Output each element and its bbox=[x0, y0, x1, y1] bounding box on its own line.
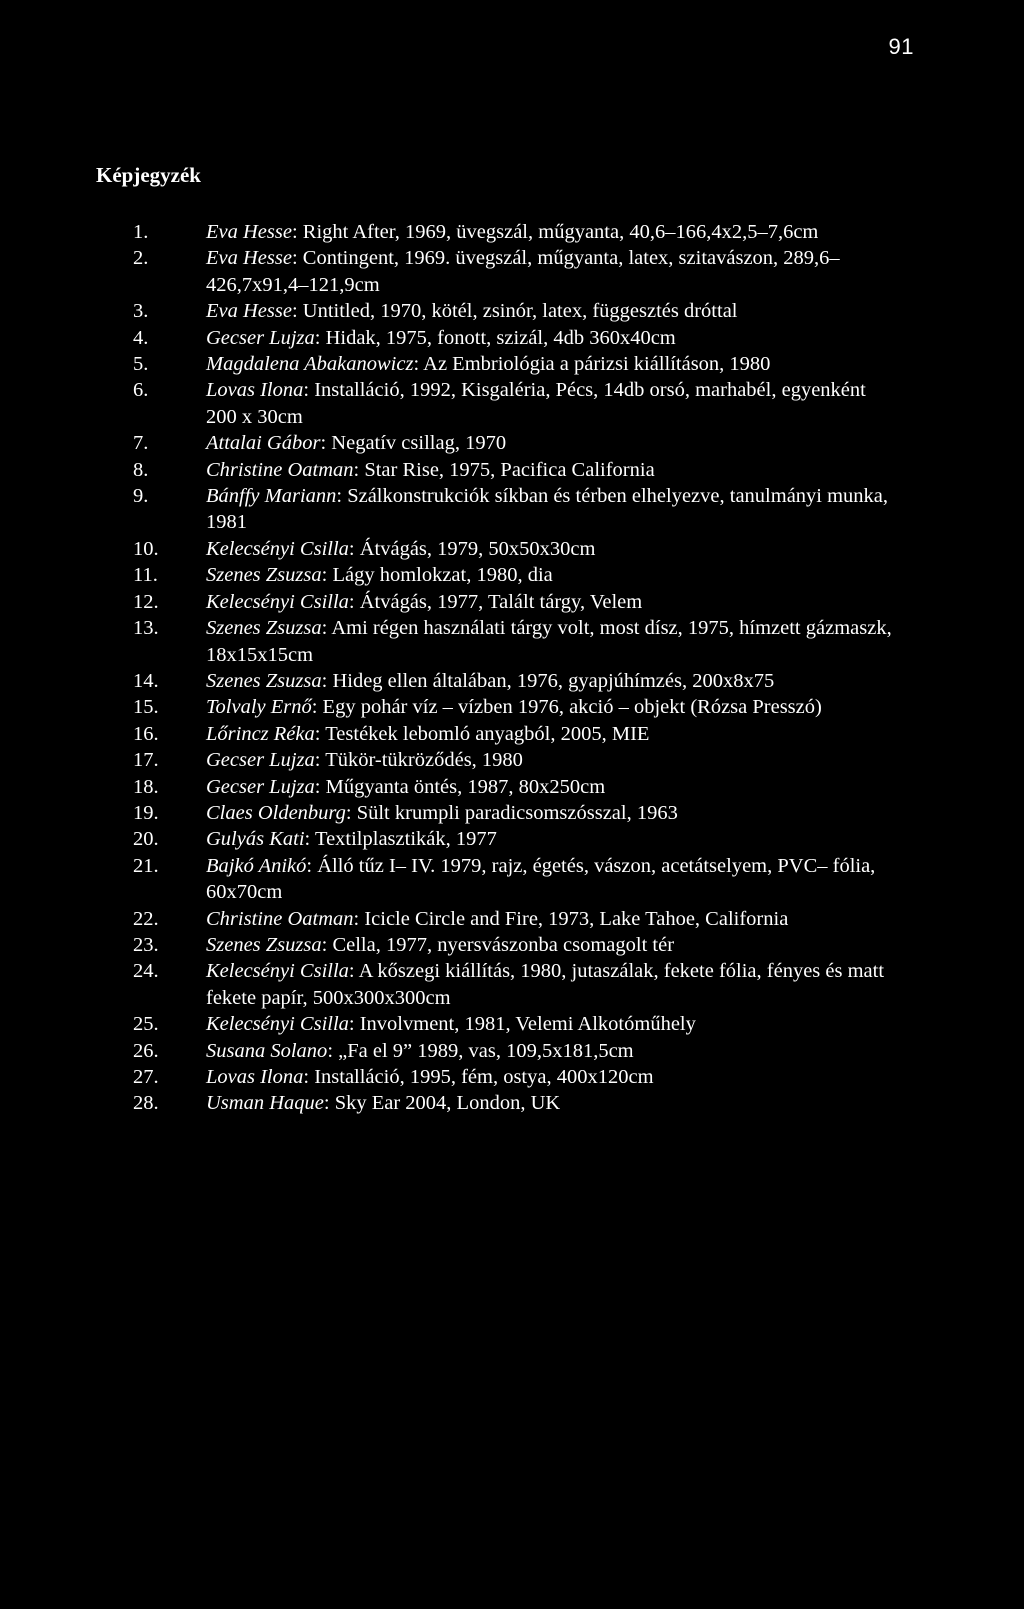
item-content bbox=[206, 774, 933, 800]
item-content bbox=[206, 826, 933, 852]
list-item bbox=[133, 219, 933, 245]
list-item bbox=[133, 721, 933, 747]
item-content bbox=[206, 800, 933, 826]
item-author: Eva Hesse bbox=[206, 300, 292, 323]
item-number: 17. bbox=[133, 749, 159, 772]
item-content bbox=[206, 958, 896, 1011]
list-item bbox=[133, 774, 933, 800]
item-number: 5. bbox=[133, 353, 149, 376]
item-author: Kelecsényi Csilla bbox=[206, 1013, 349, 1036]
item-number: 3. bbox=[133, 300, 149, 323]
item-author: Gecser Lujza bbox=[206, 775, 315, 798]
item-number: 15. bbox=[133, 696, 159, 719]
list-item bbox=[133, 430, 933, 456]
list-item bbox=[133, 1064, 933, 1090]
item-author: Christine Oatman bbox=[206, 458, 354, 481]
item-text: : „Fa el 9” 1989, vas, 109,5x181,5cm bbox=[327, 1039, 634, 1062]
item-number: 16. bbox=[133, 722, 159, 745]
item-text: : Szálkonstrukciók síkban és térben elhelyezve, tanulmányi munka, 1981 bbox=[206, 485, 889, 534]
item-content bbox=[206, 694, 896, 720]
item-author: Tolvaly Ernő bbox=[206, 696, 312, 719]
list-item bbox=[133, 457, 933, 483]
list-item bbox=[133, 245, 933, 298]
item-text: : Lágy homlokzat, 1980, dia bbox=[321, 564, 553, 587]
item-content bbox=[206, 1038, 933, 1064]
item-text: : Involvment, 1981, Velemi Alkotóműhely bbox=[348, 1013, 696, 1036]
item-author: Eva Hesse bbox=[206, 221, 292, 243]
item-number: 22. bbox=[133, 907, 159, 930]
item-content bbox=[206, 906, 933, 932]
item-content bbox=[206, 483, 896, 536]
item-text: : Installáció, 1992, Kisgaléria, Pécs, 14db orsó, marhabél, egyenként 200 x 30cm bbox=[206, 379, 866, 428]
item-text: : Hideg ellen általában, 1976, gyapjúhímzés, 200x8x75 bbox=[321, 669, 775, 692]
item-text: : Átvágás, 1977, Talált tárgy, Velem bbox=[348, 590, 643, 613]
page-number: 91 bbox=[888, 34, 914, 59]
item-number: 12. bbox=[133, 590, 159, 613]
item-content bbox=[206, 457, 933, 483]
item-number: 1. bbox=[133, 221, 149, 243]
item-content bbox=[206, 932, 933, 958]
item-number: 6. bbox=[133, 379, 149, 402]
item-number: 10. bbox=[133, 537, 159, 560]
item-content bbox=[206, 536, 933, 562]
list-item bbox=[133, 800, 933, 826]
item-content bbox=[206, 1011, 933, 1037]
page-title: Képjegyzék bbox=[96, 163, 201, 187]
item-number: 8. bbox=[133, 458, 149, 481]
item-number: 27. bbox=[133, 1066, 159, 1088]
item-text: : Ami régen használati tárgy volt, most dísz, 1975, hímzett gázmaszk, 18x15x15cm bbox=[206, 617, 892, 666]
item-author: Attalai Gábor bbox=[206, 432, 321, 455]
item-text: : Hidak, 1975, fonott, szizál, 4db 360x40cm bbox=[314, 326, 676, 349]
item-text: : Sky Ear 2004, London, UK bbox=[323, 1092, 561, 1115]
item-number: 20. bbox=[133, 828, 159, 851]
item-content bbox=[206, 562, 933, 588]
item-number: 14. bbox=[133, 669, 159, 692]
item-content bbox=[206, 219, 896, 245]
item-number: 24. bbox=[133, 960, 159, 983]
list-item bbox=[133, 536, 933, 562]
item-number: 21. bbox=[133, 854, 159, 877]
item-text: : Átvágás, 1979, 50x50x30cm bbox=[348, 537, 596, 560]
item-author: Eva Hesse bbox=[206, 247, 292, 270]
item-content bbox=[206, 721, 933, 747]
item-number: 11. bbox=[133, 564, 158, 587]
item-content bbox=[206, 430, 933, 456]
item-author: Szenes Zsuzsa bbox=[206, 669, 322, 692]
item-text: : Untitled, 1970, kötél, zsinór, latex, függesztés dróttal bbox=[291, 300, 738, 323]
item-number: 7. bbox=[133, 432, 149, 455]
item-author: Lőrincz Réka bbox=[206, 722, 315, 745]
list-item bbox=[133, 747, 933, 773]
item-text: : Műgyanta öntés, 1987, 80x250cm bbox=[314, 775, 606, 798]
item-author: Claes Oldenburg bbox=[206, 801, 346, 824]
item-text: : Right After, 1969, üvegszál, műgyanta, 40,6–166,4x2,5–7,6cm bbox=[291, 221, 819, 243]
item-text: : Contingent, 1969. üvegszál, műgyanta, latex, szitavászon, 289,6–426,7x91,4–121,9cm bbox=[206, 247, 840, 296]
item-text: : Egy pohár víz – vízben 1976, akció – objekt (Rózsa Presszó) bbox=[311, 696, 822, 719]
item-text: : Cella, 1977, nyersvászonba csomagolt tér bbox=[321, 933, 675, 956]
list-item bbox=[133, 932, 933, 958]
item-content bbox=[206, 351, 933, 377]
item-text: : Tükör-tükröződés, 1980 bbox=[314, 749, 523, 772]
item-number: 2. bbox=[133, 247, 149, 270]
item-text: : Textilplasztikák, 1977 bbox=[304, 828, 497, 851]
item-content bbox=[206, 747, 933, 773]
item-number: 4. bbox=[133, 326, 149, 349]
item-number: 19. bbox=[133, 801, 159, 824]
item-number: 9. bbox=[133, 485, 149, 508]
item-author: Szenes Zsuzsa bbox=[206, 564, 322, 587]
item-text: : Installáció, 1995, fém, ostya, 400x120cm bbox=[303, 1066, 654, 1088]
list-item bbox=[133, 906, 933, 932]
item-author: Usman Haque bbox=[206, 1092, 324, 1115]
list-item bbox=[133, 1038, 933, 1064]
item-content bbox=[206, 325, 933, 351]
item-author: Magdalena Abakanowicz bbox=[206, 353, 414, 376]
list-item bbox=[133, 298, 933, 324]
item-content bbox=[206, 668, 933, 694]
item-number: 23. bbox=[133, 933, 159, 956]
item-author: Szenes Zsuzsa bbox=[206, 617, 322, 640]
list-item bbox=[133, 325, 933, 351]
list-item bbox=[133, 562, 933, 588]
list-item bbox=[133, 1011, 933, 1037]
item-content bbox=[206, 245, 896, 298]
item-text: : Az Embriológia a párizsi kiállításon, 1980 bbox=[413, 353, 771, 376]
item-content bbox=[206, 377, 896, 430]
list-item bbox=[133, 826, 933, 852]
item-author: Lovas Ilona bbox=[206, 1066, 304, 1088]
item-text: : Icicle Circle and Fire, 1973, Lake Tahoe, California bbox=[353, 907, 789, 930]
list-item bbox=[133, 615, 933, 668]
item-text: : A kőszegi kiállítás, 1980, jutaszálak, fekete fólia, fényes és matt fekete papír, 500x300x300cm bbox=[206, 960, 885, 1009]
list-item bbox=[133, 589, 933, 615]
image-list bbox=[133, 219, 933, 1117]
item-number: 28. bbox=[133, 1092, 159, 1115]
item-author: Bánffy Mariann bbox=[206, 485, 337, 508]
list-item bbox=[133, 668, 933, 694]
list-item bbox=[133, 958, 933, 1011]
list-item bbox=[133, 694, 933, 720]
item-number: 26. bbox=[133, 1039, 159, 1062]
list-item bbox=[133, 1090, 933, 1116]
item-number: 13. bbox=[133, 617, 159, 640]
item-text: : Álló tűz I– IV. 1979, rajz, égetés, vászon, acetátselyem, PVC– fólia, 60x70cm bbox=[206, 854, 876, 904]
item-content bbox=[206, 298, 933, 324]
item-text: : Negatív csillag, 1970 bbox=[320, 432, 507, 455]
item-content bbox=[206, 853, 896, 906]
item-number: 18. bbox=[133, 775, 159, 798]
item-author: Kelecsényi Csilla bbox=[206, 590, 349, 613]
item-author: Szenes Zsuzsa bbox=[206, 933, 322, 956]
item-author: Gecser Lujza bbox=[206, 326, 315, 349]
item-author: Gulyás Kati bbox=[206, 828, 305, 851]
list-item bbox=[133, 377, 933, 430]
item-content bbox=[206, 589, 933, 615]
item-content bbox=[206, 615, 896, 668]
item-content bbox=[206, 1090, 933, 1116]
item-text: : Star Rise, 1975, Pacifica California bbox=[353, 458, 655, 481]
item-author: Bajkó Anikó bbox=[206, 854, 307, 877]
item-author: Christine Oatman bbox=[206, 907, 354, 930]
item-author: Gecser Lujza bbox=[206, 749, 315, 772]
list-item bbox=[133, 853, 933, 906]
item-author: Susana Solano bbox=[206, 1039, 328, 1062]
item-text: : Sült krumpli paradicsomszósszal, 1963 bbox=[345, 801, 678, 824]
item-author: Kelecsényi Csilla bbox=[206, 960, 349, 983]
item-content bbox=[206, 1064, 933, 1090]
list-item bbox=[133, 351, 933, 377]
item-author: Lovas Ilona bbox=[206, 379, 304, 402]
item-author: Kelecsényi Csilla bbox=[206, 537, 349, 560]
item-text: : Testékek lebomló anyagból, 2005, MIE bbox=[314, 722, 650, 745]
list-item bbox=[133, 483, 933, 536]
item-number: 25. bbox=[133, 1013, 159, 1036]
